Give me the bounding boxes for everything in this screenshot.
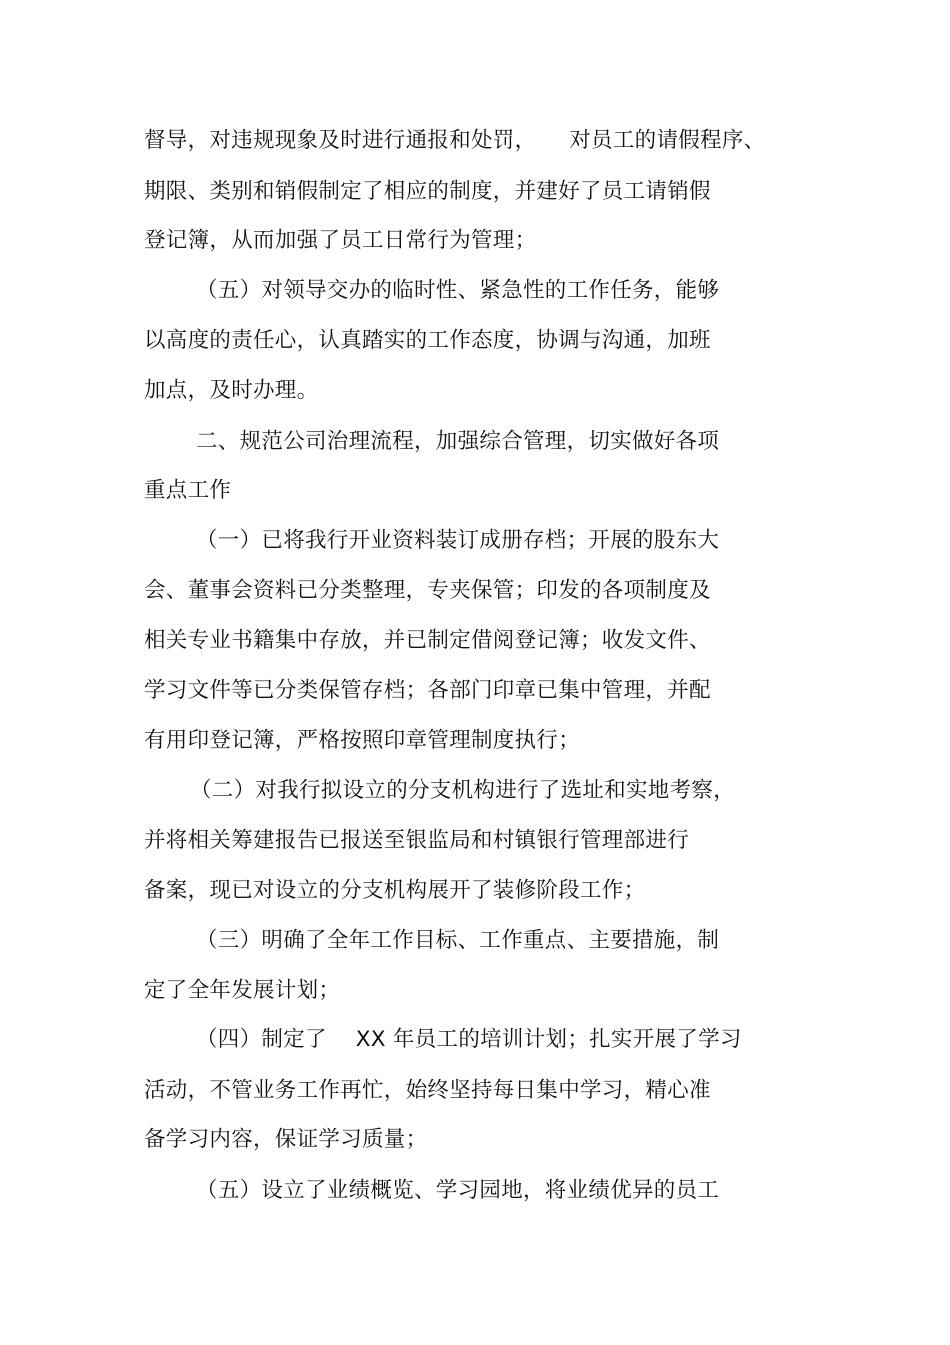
text-line: （三）明确了全年工作目标、工作重点、主要措施，制 [196, 928, 720, 953]
text-line: 以高度的责任心，认真踏实的工作态度，协调与沟通，加班 [144, 328, 711, 353]
text-line: （五）设立了业绩概览、学习园地，将业绩优异的员工 [196, 1178, 720, 1203]
text-line: 定了全年发展计划； [144, 978, 341, 1003]
text-line: （一）已将我行开业资料装订成册存档；开展的股东大 [196, 528, 720, 553]
text-line: 重点工作 [144, 478, 232, 503]
text-line: 并将相关筹建报告已报送至银监局和村镇银行管理部进行 [144, 828, 690, 853]
text-line: 学习文件等已分类保管存档；各部门印章已集中管理，并配 [144, 678, 711, 703]
text-line: 会、董事会资料已分类整理，专夹保管；印发的各项制度及 [144, 578, 711, 603]
text-line: 登记簿，从而加强了员工日常行为管理； [144, 228, 537, 253]
text-line: 加点，及时办理。 [144, 378, 319, 403]
text-line: 备学习内容，保证学习质量； [144, 1127, 428, 1152]
text-line: 期限、类别和销假制定了相应的制度，并建好了员工请销假 [144, 179, 711, 204]
text-line: 二、规范公司治理流程，加强综合管理，切实做好各项 [196, 429, 720, 454]
text-line: 备案，现已对设立的分支机构展开了装修阶段工作； [144, 878, 646, 903]
text-line: 督导，对违规现象及时进行通报和处罚， 对员工的请假程序、 [144, 128, 766, 153]
text-line: 相关专业书籍集中存放，并已制定借阅登记簿；收发文件、 [144, 628, 711, 653]
text-line: （二）对我行拟设立的分支机构进行了选址和实地考察， [190, 778, 736, 803]
text-line: （四）制定了 XX 年员工的培训计划；扎实开展了学习 [196, 1027, 742, 1052]
text-line: 活动，不管业务工作再忙，始终坚持每日集中学习，精心准 [144, 1078, 711, 1103]
text-line: （五）对领导交办的临时性、紧急性的工作任务，能够 [196, 278, 720, 303]
text-line: 有用印登记簿，严格按照印章管理制度执行； [144, 728, 581, 753]
